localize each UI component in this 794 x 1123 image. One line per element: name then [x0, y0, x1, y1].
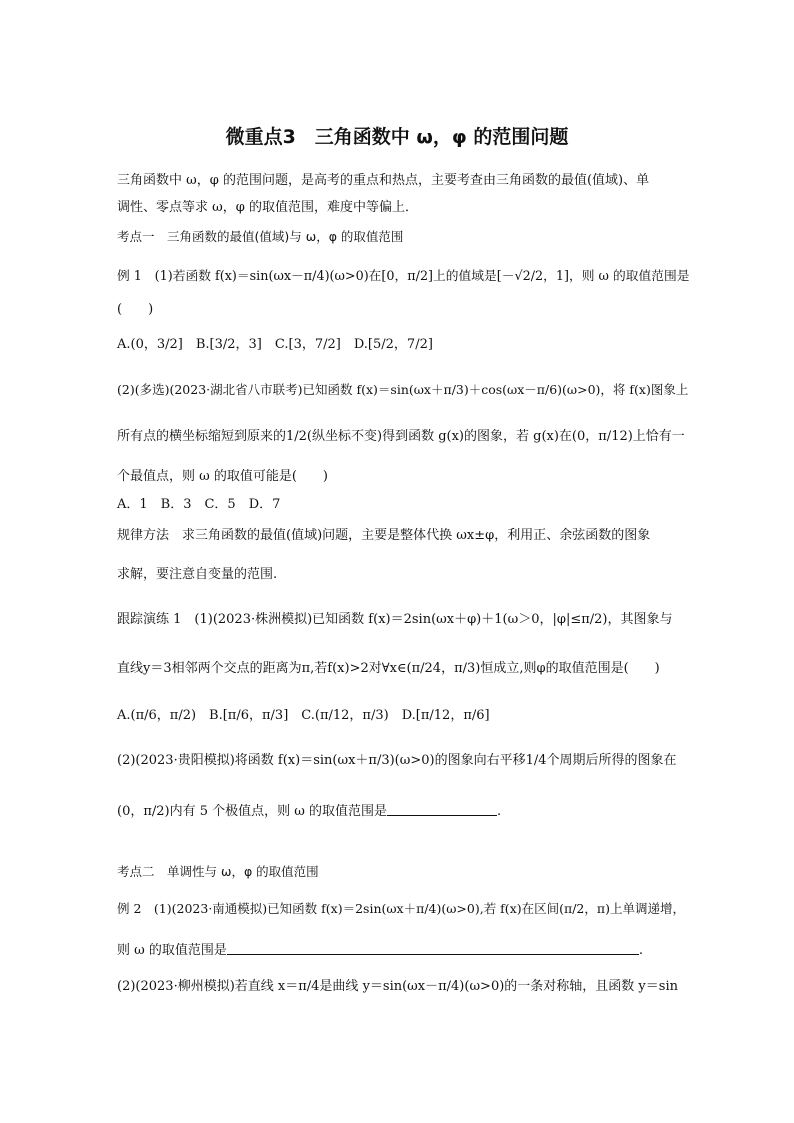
example1-answer-paren: ( ): [117, 302, 154, 317]
period: .: [638, 943, 644, 958]
period: .: [497, 804, 502, 819]
method-line-2: 求解，要注意自变量的范围.: [117, 567, 278, 582]
intro-line-2: 调性、零点等求 ω，φ 的取值范围，难度中等偏上．: [117, 200, 418, 215]
section-heading-1: 考点一 三角函数的最值(值域)与 ω，φ 的取值范围: [117, 229, 404, 244]
example1-question2-options: A．1 B．3 C．5 D．7: [117, 497, 281, 512]
example1-options: A.(0，3/2] B.[3/2，3] C.[3，7/2] D.[5/2，7/2]: [117, 337, 433, 352]
example2-question1-line1: 例 2 (1)(2023·南通模拟)已知函数 f(x)＝2sin(ωx＋π/4)(ω>0),若 f(x)在区间(π/2，π)上单调递增，: [117, 901, 685, 916]
example2-question1-text: 则 ω 的取值范围是: [117, 943, 227, 958]
example2-question2-line1: (2)(2023·柳州模拟)若直线 x＝π/4是曲线 y＝sin(ωx－π/4)(ω>0)的一条对称轴，且函数 y＝sin: [117, 979, 678, 994]
example1-question2-line2: 所有点的横坐标缩短到原来的1/2(纵坐标不变)得到函数 g(x)的图象，若 g(x)在(0，π/12)上恰有一: [117, 429, 685, 444]
intro-line-1: 三角函数中 ω，φ 的范围问题，是高考的重点和热点，主要考查由三角函数的最值(值域)、单: [117, 173, 650, 188]
answer-blank: [387, 803, 497, 816]
practice1-question2-line2: [117, 803, 501, 821]
practice1-question1-line1: 跟踪演练 1 (1)(2023·株洲模拟)已知函数 f(x)＝2sin(ωx＋φ)＋1(ω＞0，|φ|≤π/2)，其图象与: [117, 612, 673, 627]
answer-blank: [227, 942, 639, 955]
practice1-question1-options: A.(π/6，π/2) B.[π/6，π/3] C.(π/12，π/3) D.[π/12，π/6]: [117, 708, 490, 723]
section-heading-2: 考点二 单调性与 ω，φ 的取值范围: [117, 864, 319, 879]
practice1-question2-line1: (2)(2023·贵阳模拟)将函数 f(x)＝sin(ωx＋π/3)(ω>0)的图象向右平移1/4个周期后所得的图象在: [117, 753, 677, 768]
example1-question2-line1: (2)(多选)(2023·湖北省八市联考)已知函数 f(x)＝sin(ωx＋π/3)＋cos(ωx－π/6)(ω>0)，将 f(x)图象上: [117, 382, 689, 397]
practice1-question2-text: (0，π/2)内有 5 个极值点，则 ω 的取值范围是: [117, 804, 388, 819]
example1-question1: 例 1 (1)若函数 f(x)＝sin(ωx－π/4)(ω>0)在[0，π/2]上的值域是[－√2/2，1]，则 ω 的取值范围是: [117, 269, 690, 284]
page-title: 微重点3 三角函数中 ω，φ 的范围问题: [225, 126, 569, 148]
example1-question2-line3: 个最值点，则 ω 的取值可能是( ): [117, 469, 329, 484]
method-line-1: 规律方法 求三角函数的最值(值域)问题，主要是整体代换 ωx±φ，利用正、余弦函数的图象: [117, 528, 651, 543]
practice1-question1-line2: 直线y＝3相邻两个交点的距离为π,若f(x)>2对∀x∈(π/24，π/3)恒成立,则φ的取值范围是( ): [117, 661, 660, 676]
example2-question1-line2: [117, 942, 643, 960]
